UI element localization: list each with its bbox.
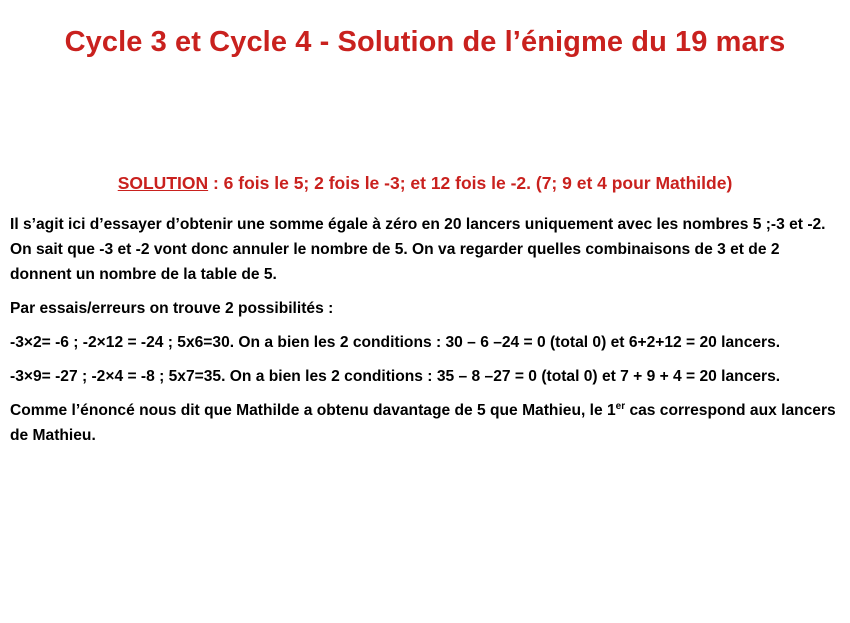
- conclusion-text-end: cas correspond aux lancers de Mathieu.: [10, 402, 836, 444]
- paragraph-conclusion: [10, 398, 845, 448]
- explanation-body: [10, 212, 845, 457]
- ordinal-superscript: er: [615, 400, 626, 412]
- solution-keyword: SOLUTION: [117, 173, 209, 193]
- paragraph-possibility-1: -3×2= -6 ; -2×12 = -24 ; 5x6=30. On a bien les 2 conditions : 30 – 6 –24 = 0 (total 0) et 6+2+12 = 20 lancers.: [10, 334, 781, 351]
- paragraph-trial-error: Par essais/erreurs on trouve 2 possibilités :: [10, 300, 334, 317]
- paragraph-possibility-2: -3×9= -27 ; -2×4 = -8 ; 5x7=35. On a bien les 2 conditions : 35 – 8 –27 = 0 (total 0) et 7 + 9 + 4 = 20 lancers.: [10, 368, 781, 385]
- solution-text: : 6 fois le 5; 2 fois le -3; et 12 fois le -2. (7; 9 et 4 pour Mathilde): [208, 173, 733, 193]
- solution-summary: [0, 173, 850, 194]
- paragraph-intro: Il s’agit ici d’essayer d’obtenir une somme égale à zéro en 20 lancers uniquement avec les nombres 5 ;-3 et -2. On sait que -3 et -2 vont donc annuler le nombre de 5. On va regarder quelles combinaisons de 3 et de 2 donnent un nombre de la table de 5.: [10, 216, 826, 283]
- conclusion-text-start: Comme l’énoncé nous dit que Mathilde a obtenu davantage de 5 que Mathieu, le 1: [10, 402, 616, 419]
- page-title: Cycle 3 et Cycle 4 - Solution de l’énigme du 19 mars: [64, 26, 786, 58]
